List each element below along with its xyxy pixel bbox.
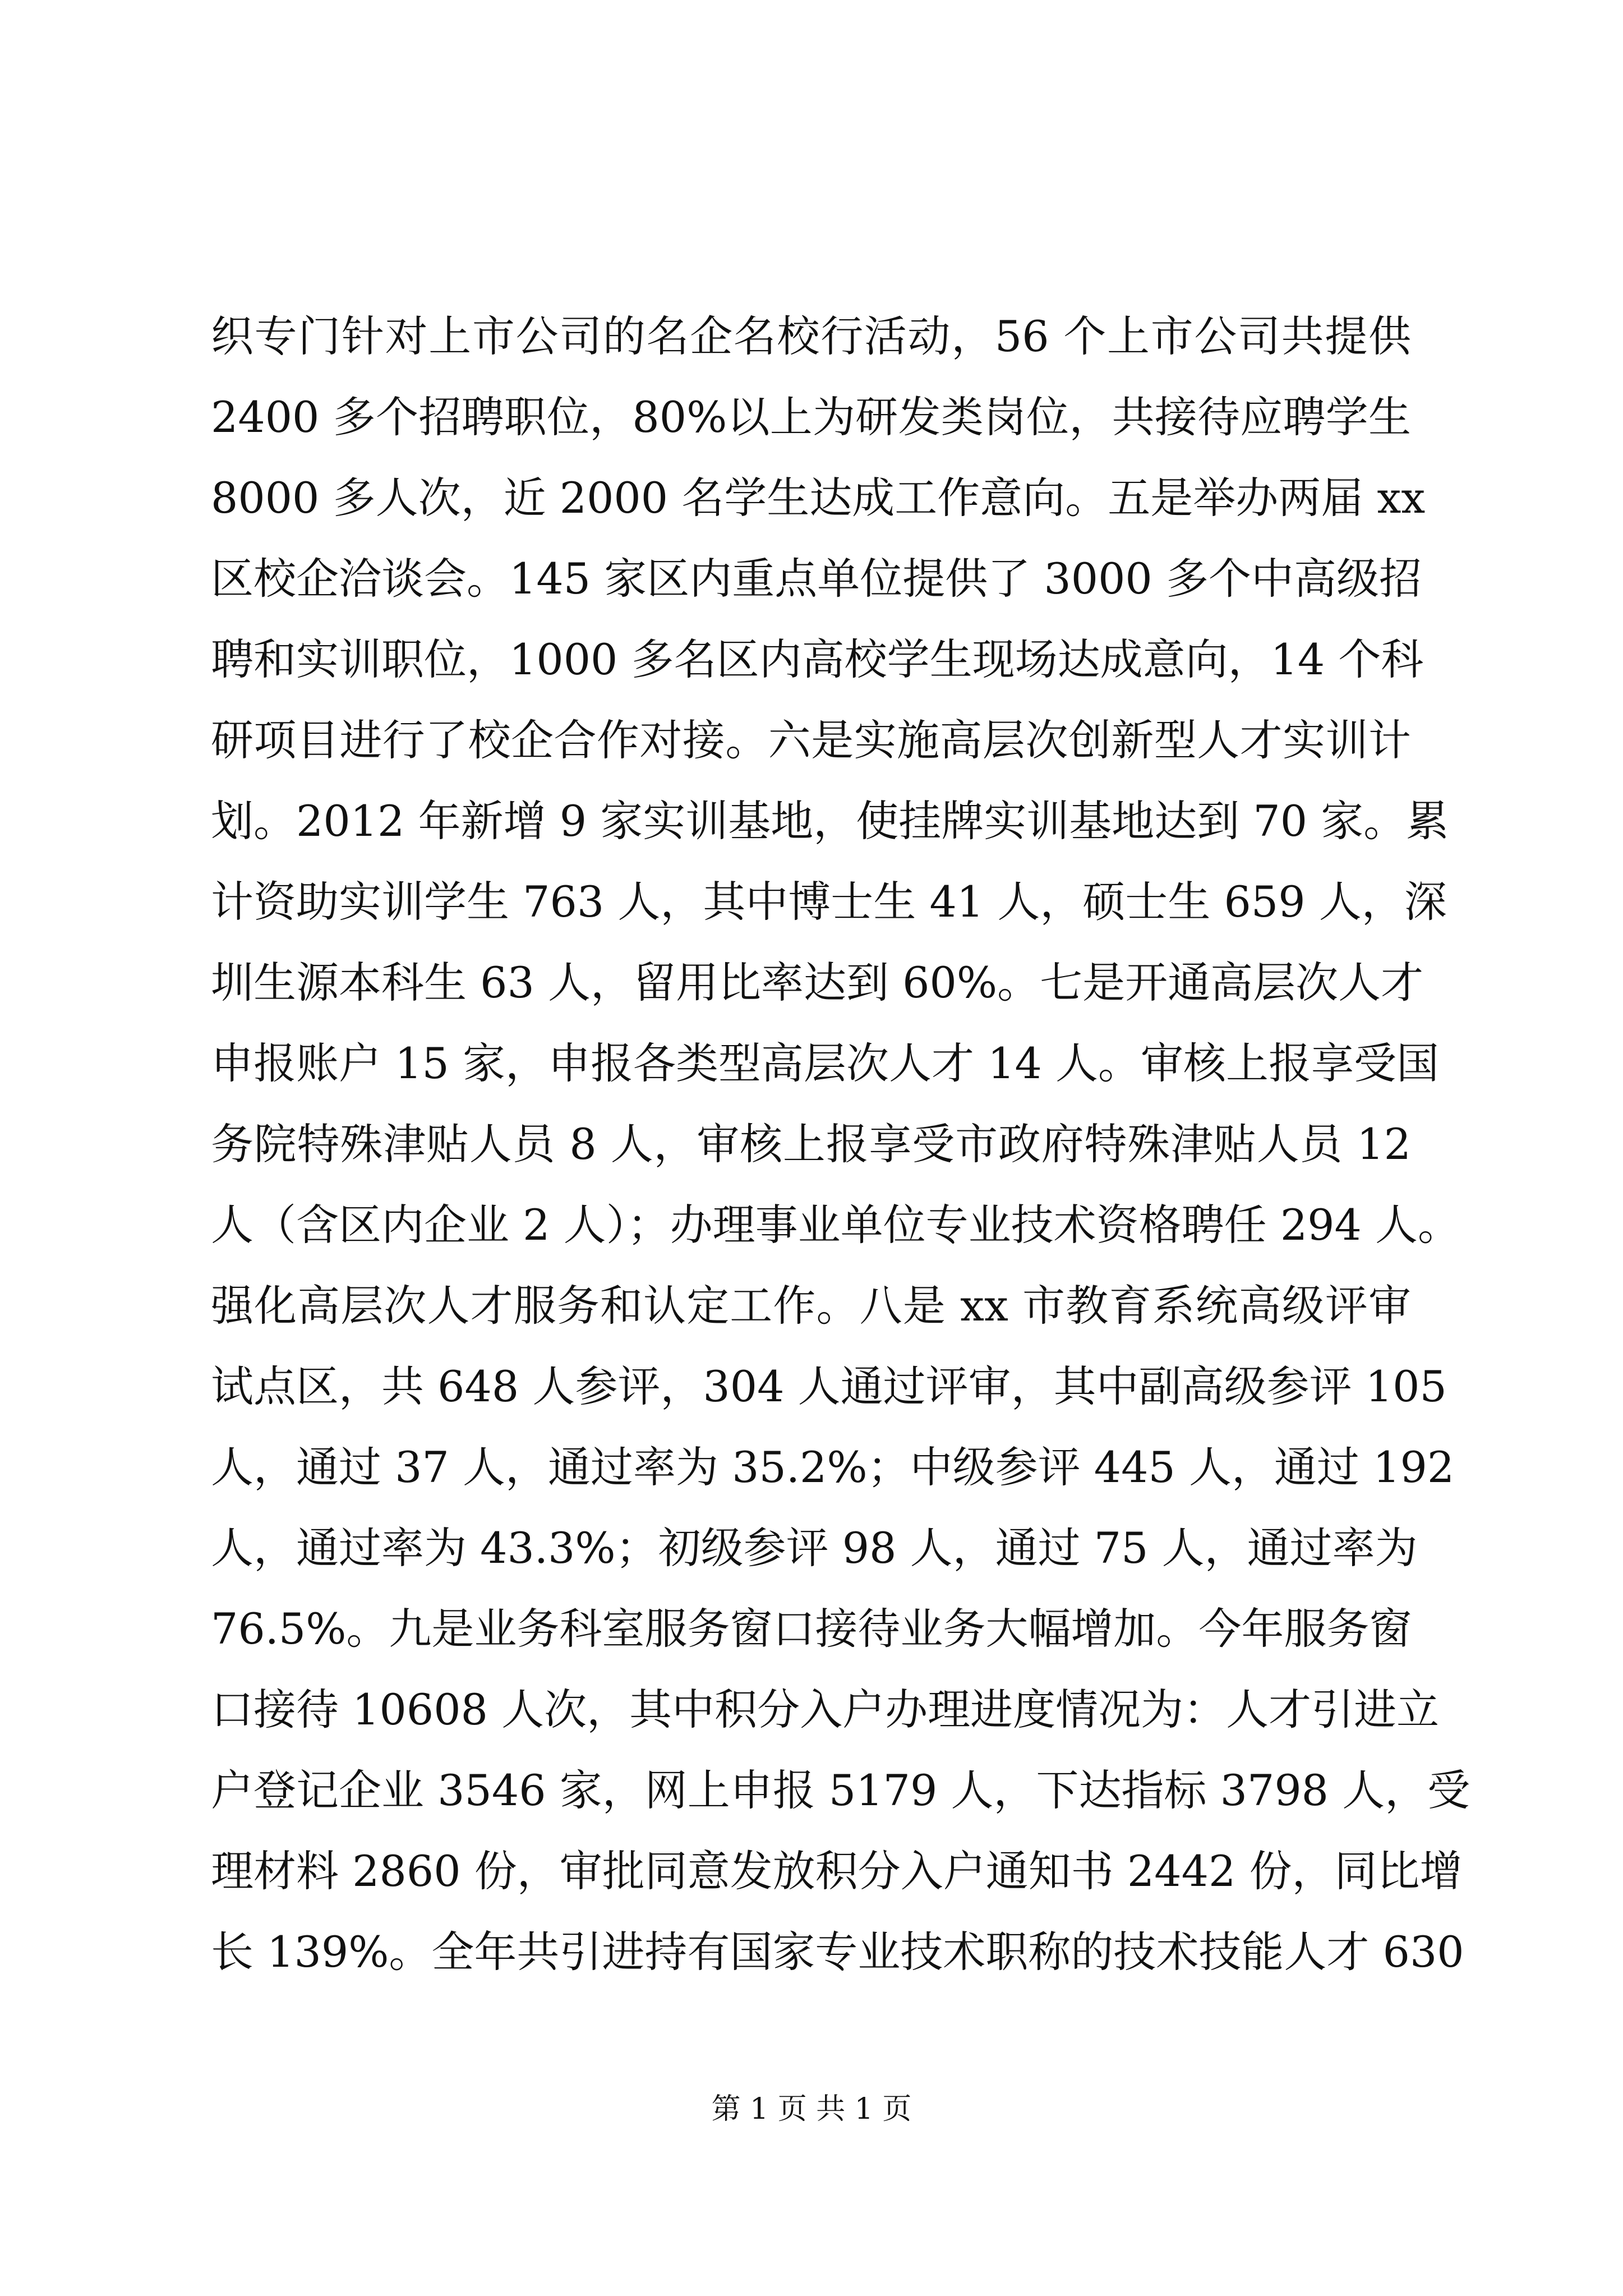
text-line-20: 理材料 2860 份，审批同意发放积分入户通知书 2442 份，同比增 [211,1846,1463,1896]
text-line-13: 强化高层次人才服务和认定工作。八是 xx 市教育系统高级评审 [211,1281,1411,1331]
text-line-16: 人，通过率为 43.3%；初级参评 98 人，通过 75 人，通过率为 [211,1523,1418,1573]
text-line-1: 织专门针对上市公司的名企名校行活动，56 个上市公司共提供 [211,311,1411,361]
text-line-11: 务院特殊津贴人员 8 人，审核上报享受市政府特殊津贴人员 12 [211,1119,1411,1169]
text-line-15: 人，通过 37 人，通过率为 35.2%；中级参评 445 人，通过 192 [211,1442,1455,1492]
text-line-5: 聘和实训职位，1000 多名区内高校学生现场达成意向，14 个科 [211,634,1424,684]
text-line-3: 8000 多人次，近 2000 名学生达成工作意向。五是举办两届 xx [211,473,1426,523]
text-line-2: 2400 多个招聘职位，80%以上为研发类岗位，共接待应聘学生 [211,392,1411,442]
text-line-19: 户登记企业 3546 家，网上申报 5179 人，下达指标 3798 人，受 [211,1765,1470,1815]
text-line-21: 长 139%。全年共引进持有国家专业技术职称的技术技能人才 630 [211,1927,1464,1977]
text-line-17: 76.5%。九是业务科室服务窗口接待业务大幅增加。今年服务窗 [211,1604,1412,1654]
page-footer: 第 1 页 共 1 页 [711,2092,912,2126]
text-line-10: 申报账户 15 家，申报各类型高层次人才 14 人。审核上报享受国 [211,1038,1440,1088]
text-line-9: 圳生源本科生 63 人，留用比率达到 60%。七是开通高层次人才 [211,958,1424,1007]
text-line-7: 划。2012 年新增 9 家实训基地，使挂牌实训基地达到 70 家。累 [211,796,1449,846]
body-text [211,296,1470,1993]
text-line-12: 人（含区内企业 2 人）；办理事业单位专业技术资格聘任 294 人。 [211,1200,1461,1250]
text-line-4: 区校企洽谈会。145 家区内重点单位提供了 3000 多个中高级招 [211,554,1422,604]
text-line-18: 口接待 10608 人次，其中积分入户办理进度情况为：人才引进立 [211,1685,1440,1734]
text-line-8: 计资助实训学生 763 人，其中博士生 41 人，硕士生 659 人，深 [211,877,1447,927]
text-line-14: 试点区，共 648 人参评，304 人通过评审，其中副高级参评 105 [211,1361,1447,1411]
text-line-6: 研项目进行了校企合作对接。六是实施高层次创新型人才实训计 [211,715,1411,765]
